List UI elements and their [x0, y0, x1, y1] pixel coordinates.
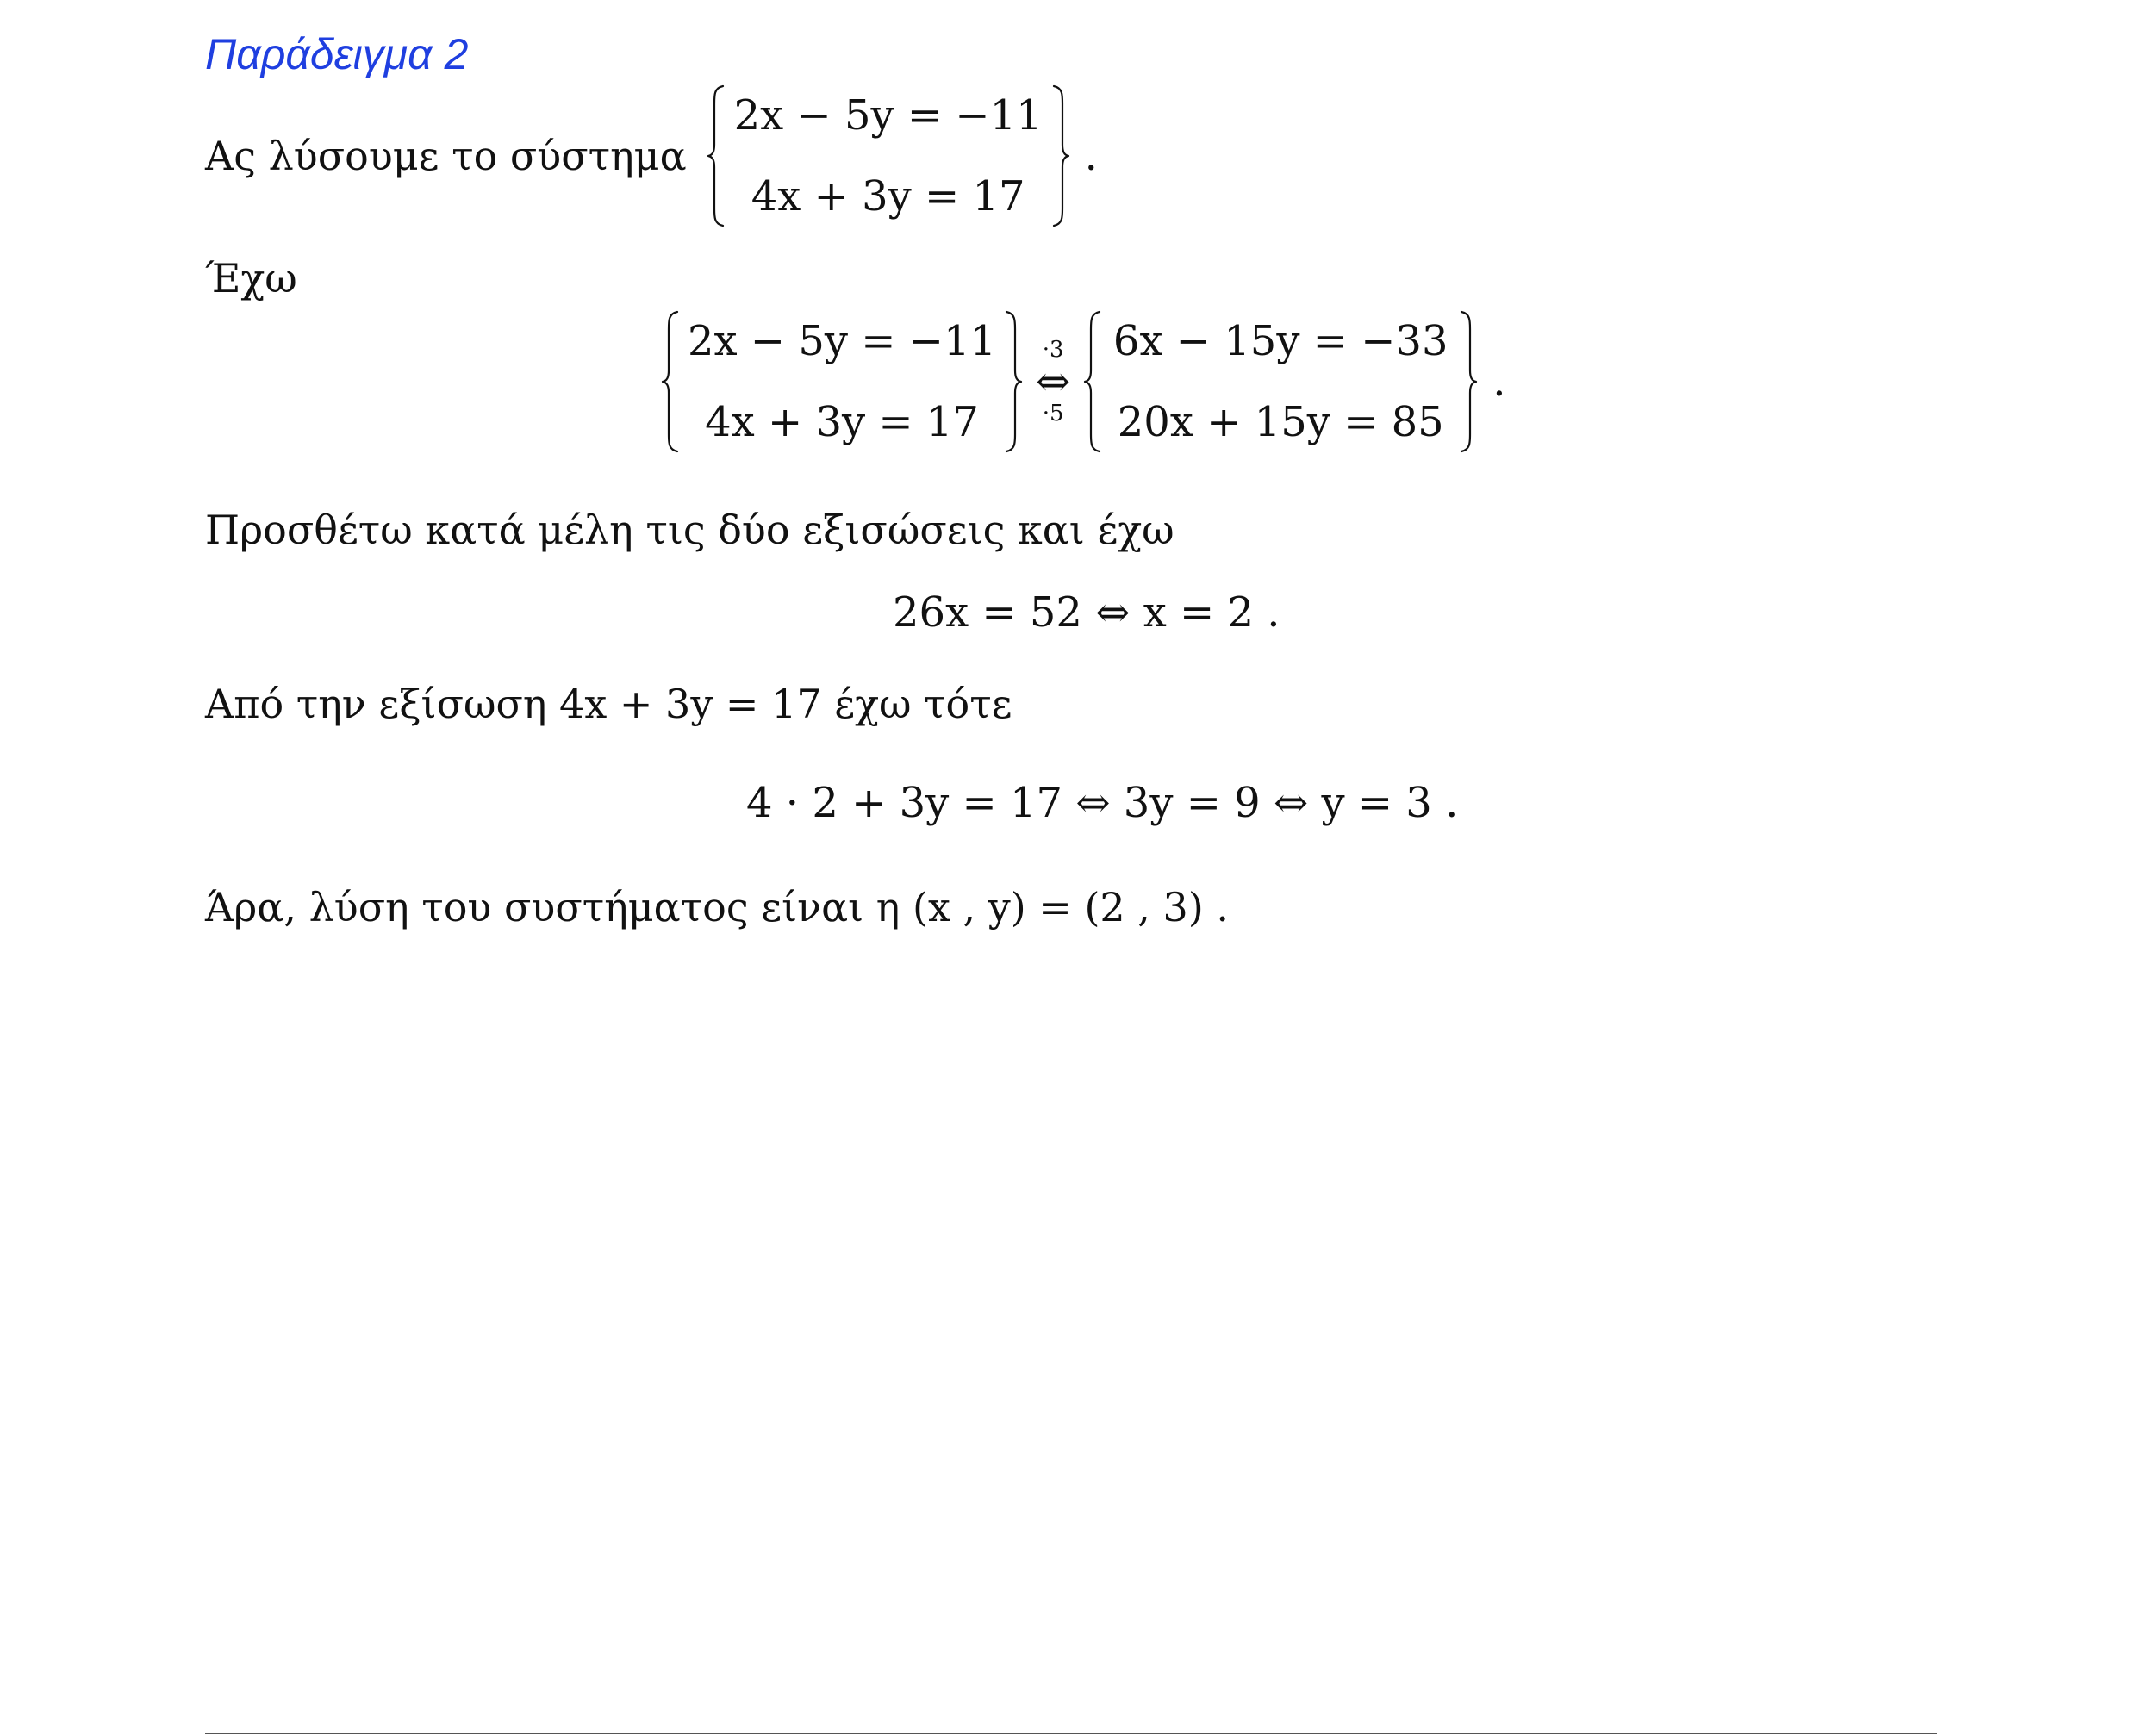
scaled-equation-1: 6x − 15y = −33 [1112, 317, 1449, 365]
equation-x: 26x = 52 ⇔ x = 2 . [893, 588, 1280, 637]
left-brace [660, 308, 681, 455]
example-title: Παράδειγμα 2 [205, 30, 469, 78]
from-text: Από την εξίσωση 4x + 3y = 17 έχω τότε [205, 681, 1012, 727]
equation-y: 4 · 2 + 3y = 17 ⇔ 3y = 9 ⇔ y = 3 . [746, 779, 1459, 827]
right-brace [1458, 308, 1479, 455]
period: . [1492, 358, 1506, 406]
right-brace [1050, 83, 1071, 229]
conclusion-text: Άρα, λύση του συστήματος είναι η (x , y) = (2 , 3) . [205, 884, 1230, 930]
equation-1: 2x − 5y = −11 [688, 317, 997, 365]
multiplier-top: ·3 [1042, 337, 1064, 363]
right-brace [1003, 308, 1024, 455]
transformation-block [660, 308, 1505, 455]
equation-1: 2x − 5y = −11 [733, 91, 1043, 140]
left-brace [706, 83, 726, 229]
intro-line [205, 83, 1098, 229]
equation-2: 4x + 3y = 17 [751, 172, 1025, 221]
left-brace [1082, 308, 1103, 455]
intro-text: Ας λύσουμε το σύστημα [205, 133, 687, 179]
equation-2: 4x + 3y = 17 [705, 398, 979, 446]
multiplier-bottom: ·5 [1042, 401, 1064, 426]
equivalence-transform [1036, 339, 1070, 425]
system-original [660, 308, 1024, 455]
have-text: Έχω [205, 255, 297, 302]
add-text: Προσθέτω κατά μέλη τις δύο εξισώσεις και έχω [205, 507, 1174, 553]
system-1 [706, 83, 1071, 229]
period: . [1084, 132, 1098, 180]
scaled-equation-2: 20x + 15y = 85 [1117, 398, 1444, 446]
system-scaled [1082, 308, 1479, 455]
footer-rule [205, 1733, 1937, 1734]
equivalence-arrow: ⇔ [1036, 358, 1071, 406]
